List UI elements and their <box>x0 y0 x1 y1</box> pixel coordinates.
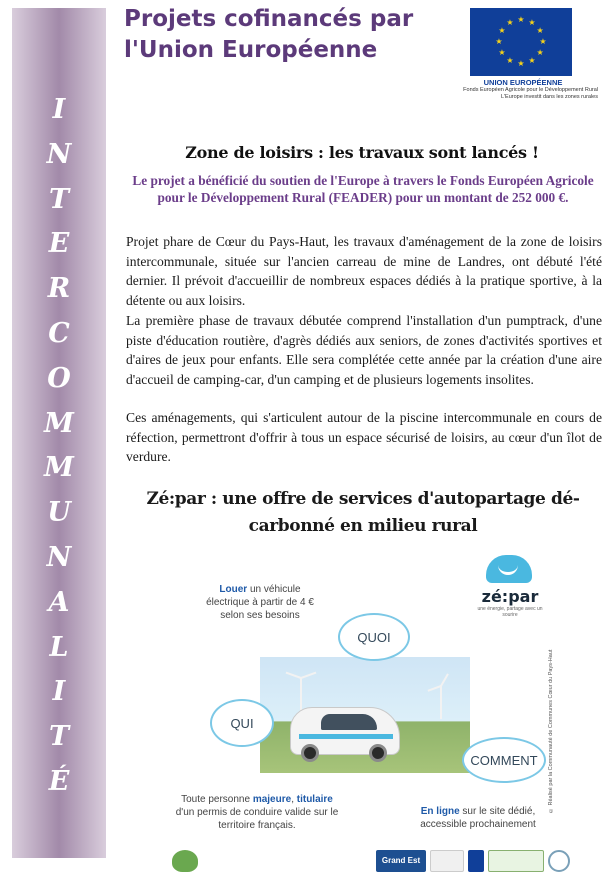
eu-star-icon: ★ <box>495 37 503 46</box>
rent-caption-bold: Louer <box>219 584 248 595</box>
side-letter: É <box>48 765 70 797</box>
side-letter: M <box>44 407 74 439</box>
side-letter: I <box>52 94 66 125</box>
zepar-wordmark: zé:par <box>481 587 539 606</box>
republique-francaise-logo-icon <box>430 850 464 872</box>
car-illustration <box>290 707 400 755</box>
article-title-leisure-zone: Zone de loisirs : les travaux sont lancés ! <box>185 143 539 162</box>
eu-star-icon: ★ <box>506 56 514 66</box>
zepar-infographic <box>160 553 596 873</box>
who-caption <box>172 793 342 832</box>
rent-caption <box>200 583 320 622</box>
circle-logo-icon <box>548 850 570 872</box>
zepar-tagline: une énergie, partage avec un sourire <box>477 606 543 618</box>
side-letter: C <box>48 317 70 349</box>
rent-caption-text: un véhicule électrique à partir de 4 € selon ses besoins <box>206 584 314 621</box>
who-caption-post: d'un permis de conduire valide sur le territoire français. <box>175 807 339 831</box>
article-lead-funding: Le projet a bénéficié du soutien de l'Europe à travers le Fonds Européen Agricole pour le Développement Rural (FEADER) pour un montant de 252 000 €. <box>132 173 594 205</box>
car-stripe <box>299 734 393 739</box>
car-smile-icon <box>486 555 532 583</box>
side-band <box>12 8 106 858</box>
eu-star-icon: ★ <box>528 17 536 27</box>
side-letter: E <box>48 228 70 260</box>
wind-turbine-icon <box>440 685 442 719</box>
article-paragraph: Projet phare de Cœur du Pays-Haut, les travaux d'aménagement de la zone de loisirs intercommunale, située sur l'ancien carreau de mine de Landres, ont débuté l'été dernier. Il prévoit d'accueillir de nombreux espaces dédiés à la pratique sportive, à la détente ou aux loisirs. <box>126 234 602 308</box>
turbine-blade <box>301 672 317 679</box>
side-letter: O <box>47 362 71 394</box>
who-caption-mid: , <box>291 794 297 805</box>
car-window <box>321 714 377 730</box>
eu-mini-flag-icon <box>468 850 484 872</box>
side-letter: M <box>44 452 74 484</box>
online-caption <box>398 805 558 831</box>
side-letter: T <box>48 721 70 753</box>
article-paragraph: Ces aménagements, qui s'articulent autour de la piscine intercommunale en cours de réfection, permettront d'offrir à tous un espace sécurisé de loisirs, au cœur d'un îlot de verdure. <box>126 410 602 464</box>
car-wheel <box>369 744 387 762</box>
eu-star-icon: ★ <box>536 48 544 57</box>
article-title-zepar: Zé:par : une offre de services d'autopartage dé-carbonné en milieu rural <box>146 489 580 536</box>
eu-logo-name: UNION EUROPÉENNE <box>483 78 563 87</box>
eu-star-icon: ★ <box>498 26 506 35</box>
page-title: Projets cofinancés par l'Union Européenne <box>124 6 414 63</box>
eu-logo-subtitle-2: L'Europe investit dans les zones rurales <box>500 94 598 100</box>
eu-logo <box>448 8 598 101</box>
side-letter: I <box>52 676 66 708</box>
eu-flag-icon <box>470 8 572 76</box>
eu-star-icon: ★ <box>528 56 536 66</box>
side-letter: L <box>49 631 69 663</box>
online-caption-text: sur le site dédié, accessible prochainement <box>420 806 536 830</box>
bubble-qui: QUI <box>210 699 274 747</box>
side-letter: N <box>46 138 72 170</box>
zepar-logo <box>470 555 550 618</box>
eu-star-icon: ★ <box>536 26 544 35</box>
intercommunalite-vertical-label <box>12 88 106 805</box>
eu-star-icon: ★ <box>517 59 525 68</box>
side-letter: A <box>48 586 70 618</box>
side-letter: U <box>47 497 71 529</box>
eu-logo-subtitle-1: Fonds Européen Agricole pour le Développement Rural <box>463 87 598 93</box>
side-letter: N <box>46 541 72 573</box>
grand-est-logo: Grand Est <box>376 850 426 872</box>
who-caption-pre: Toute personne <box>181 794 253 805</box>
leader-logo-icon <box>488 850 544 872</box>
community-logo-icon <box>172 850 198 872</box>
who-caption-bold-2: titulaire <box>296 794 333 805</box>
who-caption-bold-1: majeure <box>252 794 292 805</box>
eu-star-icon: ★ <box>517 15 525 24</box>
bubble-comment: COMMENT <box>462 737 546 783</box>
eu-star-icon: ★ <box>539 37 547 46</box>
bubble-quoi: QUOI <box>338 613 410 661</box>
turbine-blade <box>286 672 302 679</box>
side-letter: R <box>47 273 71 305</box>
car-wheel <box>301 744 319 762</box>
eu-star-icon: ★ <box>498 48 506 57</box>
article-paragraph: La première phase de travaux débutée comprend l'installation d'un pumptrack, d'une piste d'éducation routière, d'agrès dédiés aux seniors, de zones d'activités sportives et d'aires de jeux pour enfants. Elle sera complétée cette année par la création d'une aire d'accueil de camping-car, d'un camping et de plusieurs logements insolites. <box>126 313 602 387</box>
vertical-credit: © Réalisé par la Communauté de Communes Cœur du Pays-Haut <box>548 649 554 813</box>
side-letter: T <box>48 183 70 215</box>
partner-logos <box>160 850 580 876</box>
online-caption-bold: En ligne <box>420 806 460 817</box>
electric-car-photo <box>260 657 470 773</box>
eu-star-icon: ★ <box>506 17 514 27</box>
turbine-blade <box>440 673 449 686</box>
